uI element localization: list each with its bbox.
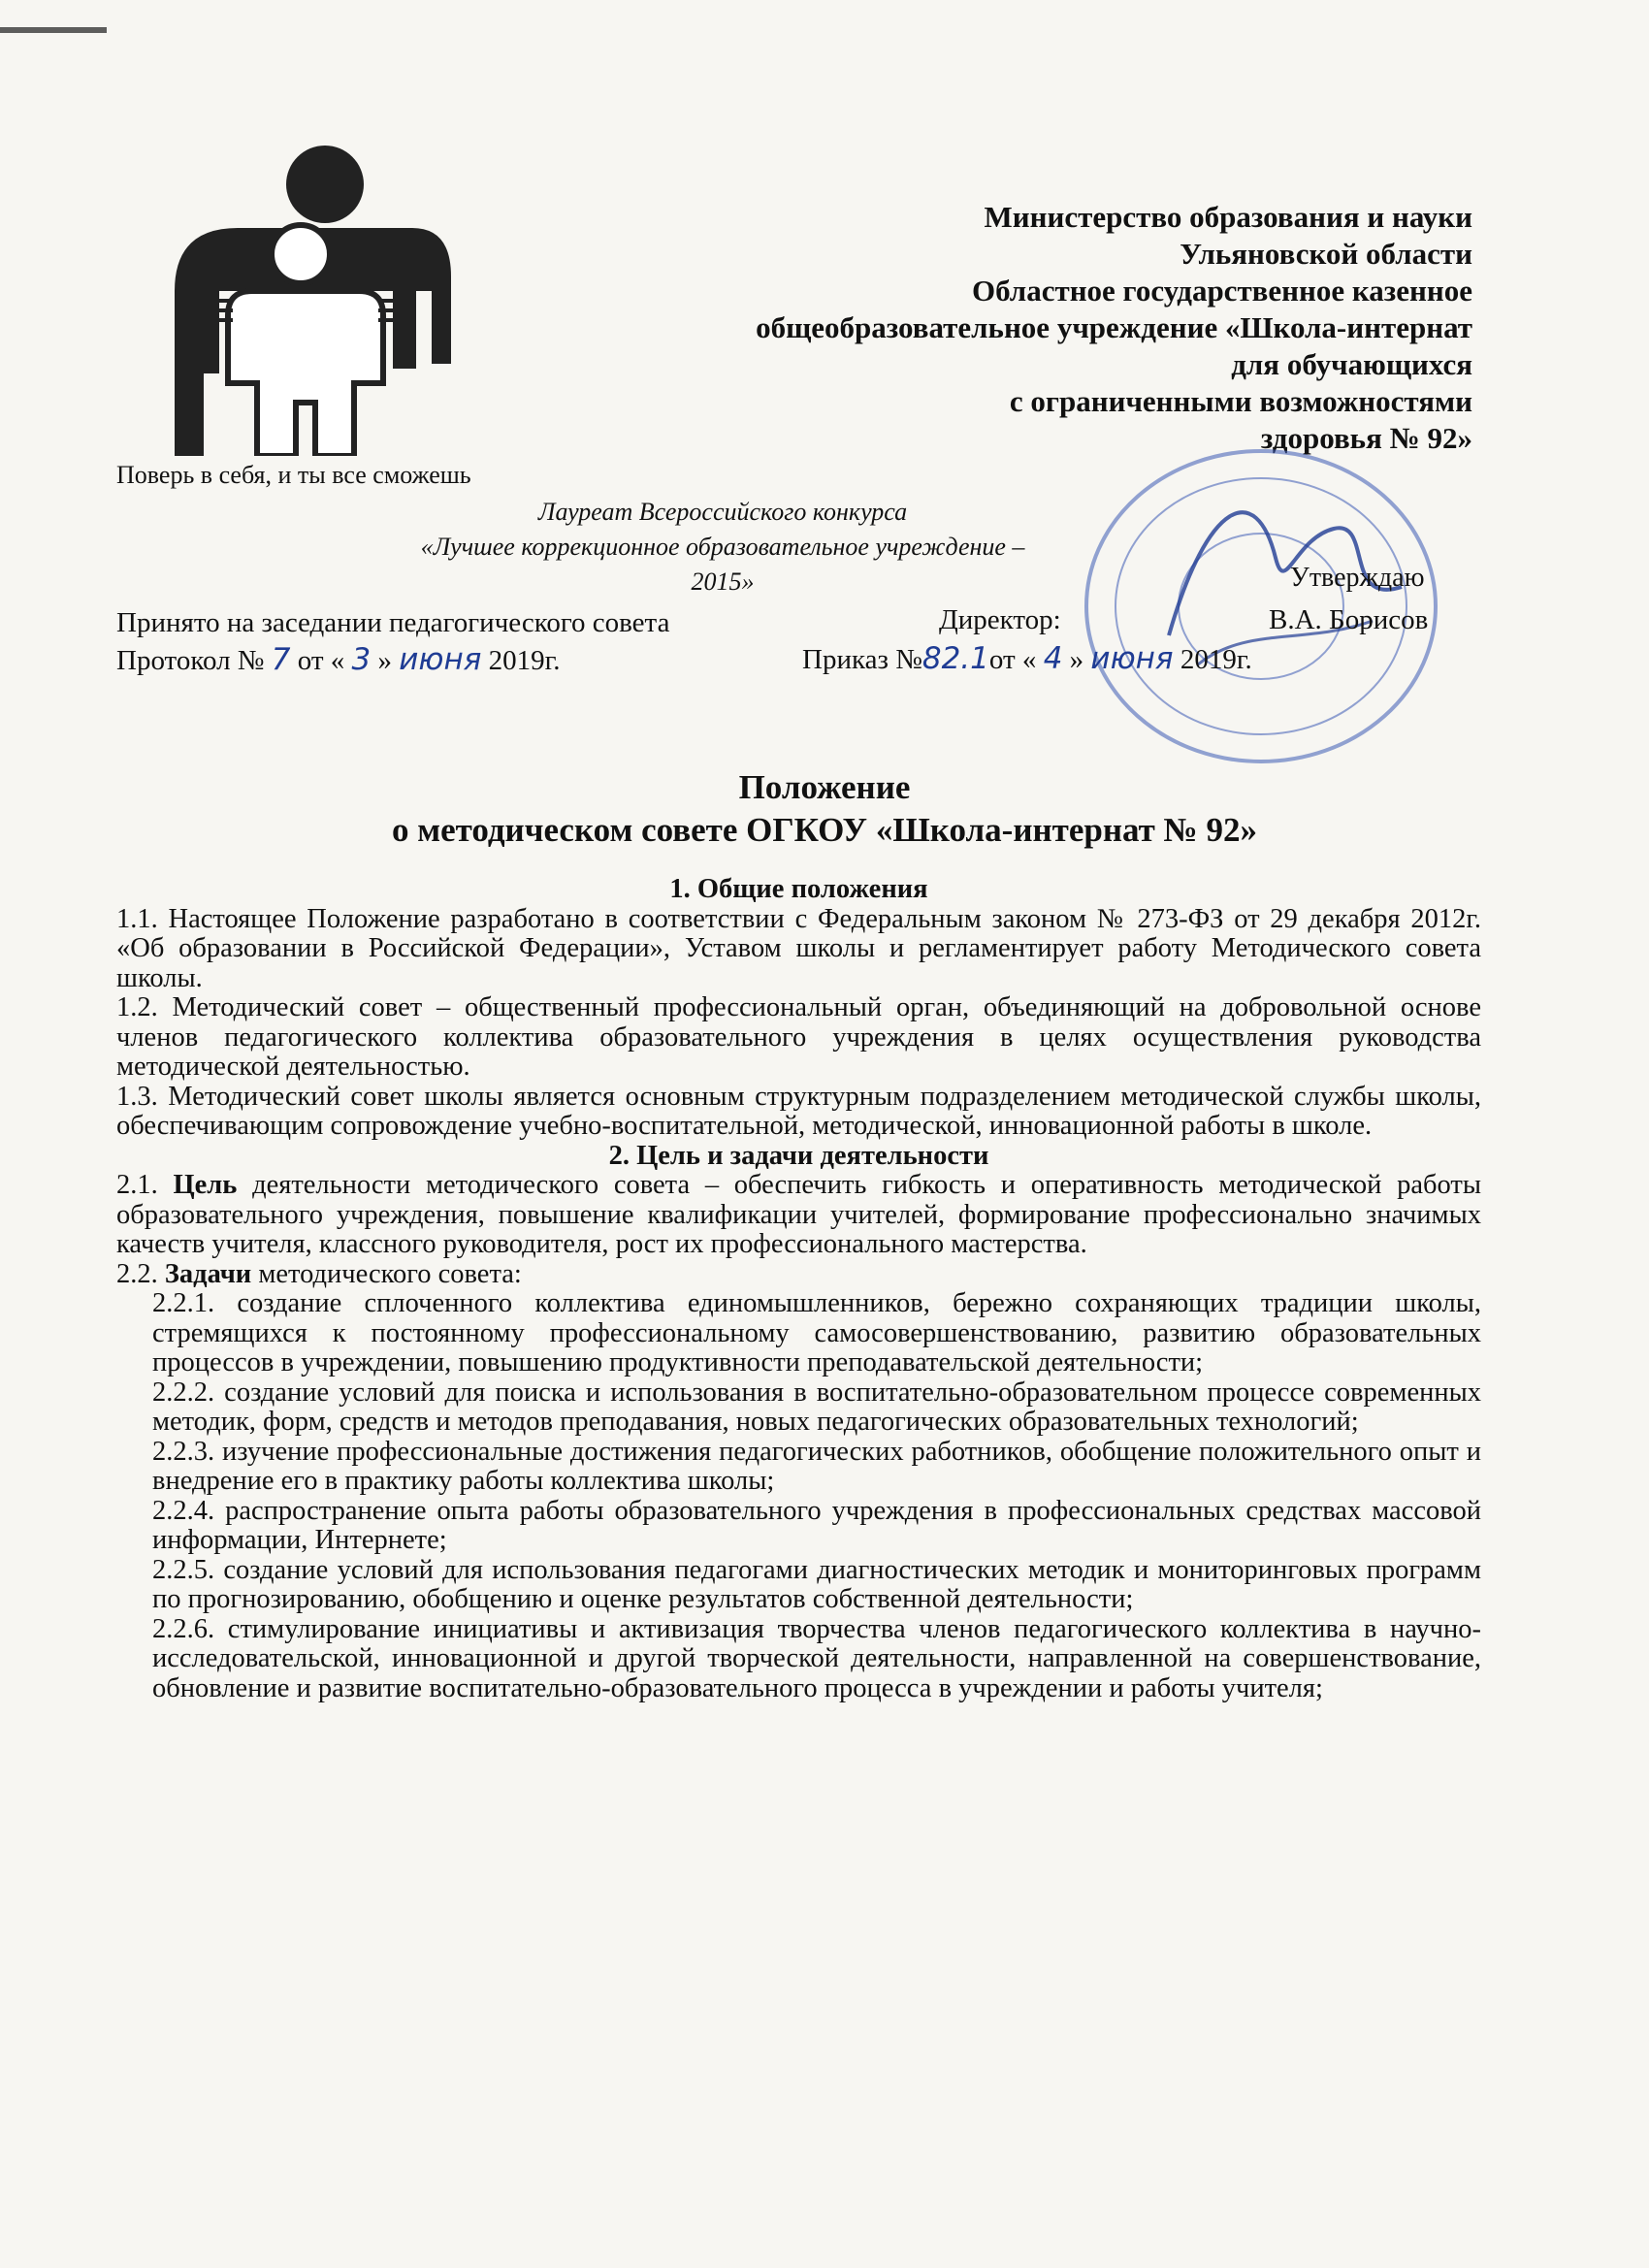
org-line: Ульяновской области: [1180, 237, 1472, 271]
order-number-handwritten: 82.1: [922, 641, 989, 676]
org-line: с ограниченными возможностями: [1009, 384, 1472, 418]
laureate-line: Лауреат Всероссийского конкурса: [537, 498, 908, 526]
org-line: общеобразовательное учреждение «Школа-интернат: [756, 310, 1472, 344]
protocol-number-handwritten: 7: [271, 642, 291, 677]
document-body: [116, 875, 1481, 1703]
school-logo: [136, 146, 456, 456]
task-item: 2.2.3. изучение профессиональные достижения педагогических работников, обобщение положительного опыт и внедрение его в практику работы коллектива школы;: [152, 1436, 1481, 1496]
protocol-line: Протокол № 7 от « 3 » июня 2019г.: [116, 642, 561, 677]
task-item: 2.2.4. распространение опыта работы образовательного учреждения в профессиональных средствах массовой информации, Интернете;: [152, 1495, 1481, 1555]
paragraph: 2.1. Цель деятельности методического совета – обеспечить гибкость и оперативность методической работы образовательного учреждения, повышение квалификации учителей, формирование профессионально значимых качеств учителя, классного руководителя, рост их профессионального мастерства.: [116, 1170, 1481, 1259]
protocol-day-handwritten: 3: [351, 642, 372, 677]
director-name: В.А. Борисов: [1269, 604, 1429, 635]
task-item: 2.2.6. стимулирование инициативы и активизация творчества членов педагогического коллектива в научно-исследовательской, инновационной и другой творческой деятельности, направленной на совершенствование, обновление и развитие воспитательно-образовательного процесса в учреждении и работы учителя;: [152, 1613, 1481, 1703]
order-day-handwritten: 4: [1043, 641, 1063, 676]
task-item: 2.2.5. создание условий для использования педагогами диагностических методик и мониторинговых программ по прогнозированию, обобщению и оценке результатов собственной деятельности;: [152, 1554, 1481, 1614]
council-approval: [116, 604, 669, 679]
director-label: Директор:: [939, 604, 1061, 635]
laureate-note: [407, 495, 1038, 599]
paragraph: 1.1. Настоящее Положение разработано в соответствии с Федеральным законом № 273-ФЗ от 29 декабря 2012г. «Об образовании в Российской Федерации», Уставом школы и регламентирует работу Методического совета школы.: [116, 903, 1481, 993]
section-heading: 2. Цель и задачи деятельности: [608, 1140, 989, 1171]
laureate-line: «Лучшее коррекционное образовательное учреждение – 2015»: [420, 533, 1025, 596]
organization-header: [756, 199, 1472, 457]
paragraph: 1.3. Методический совет школы является основным структурным подразделением методической службы школы, обеспечивающим сопровождение учебно-воспитательной, методической, инновационной работы в школе.: [116, 1081, 1481, 1141]
school-motto: Поверь в себя, и ты все сможешь: [116, 461, 471, 489]
accepted-label: Принято на заседании педагогического совета: [116, 607, 670, 638]
order-month-handwritten: июня: [1090, 641, 1174, 676]
paragraph: 2.2. Задачи методического совета:: [116, 1258, 522, 1289]
protocol-month-handwritten: июня: [399, 642, 482, 677]
scan-edge-mark: [0, 27, 107, 33]
approve-label: Утверждаю: [1290, 563, 1425, 593]
task-item: 2.2.2. создание условий для поиска и использования в воспитательно-образовательном процессе современных методик, форм, средств и методов преподавания, новых педагогических образовательных технологий;: [152, 1377, 1481, 1437]
document-title: Положение: [738, 768, 911, 806]
order-line: Приказ №82.1от « 4 » июня 2019г.: [802, 641, 1252, 676]
paragraph: 1.2. Методический совет – общественный профессиональный орган, объединяющий на добровольной основе членов педагогического коллектива образовательного учреждения в целях осуществления руководства методической деятельностью.: [116, 992, 1481, 1082]
task-item: 2.2.1. создание сплоченного коллектива единомышленников, бережно сохраняющих традиции школы, стремящихся к постоянному профессиональному самосовершенствованию, развитию образовательных процессов в учреждении, повышению продуктивности преподавательской деятельности;: [152, 1288, 1481, 1377]
org-line: для обучающихся: [1231, 347, 1472, 381]
section-heading: 1. Общие положения: [669, 874, 928, 904]
org-line: Министерство образования и науки: [984, 200, 1472, 234]
org-line: Областное государственное казенное: [971, 274, 1472, 308]
org-line: здоровья № 92»: [1260, 421, 1472, 455]
document-subtitle: о методическом совете ОГКОУ «Школа-интернат № 92»: [392, 811, 1257, 849]
